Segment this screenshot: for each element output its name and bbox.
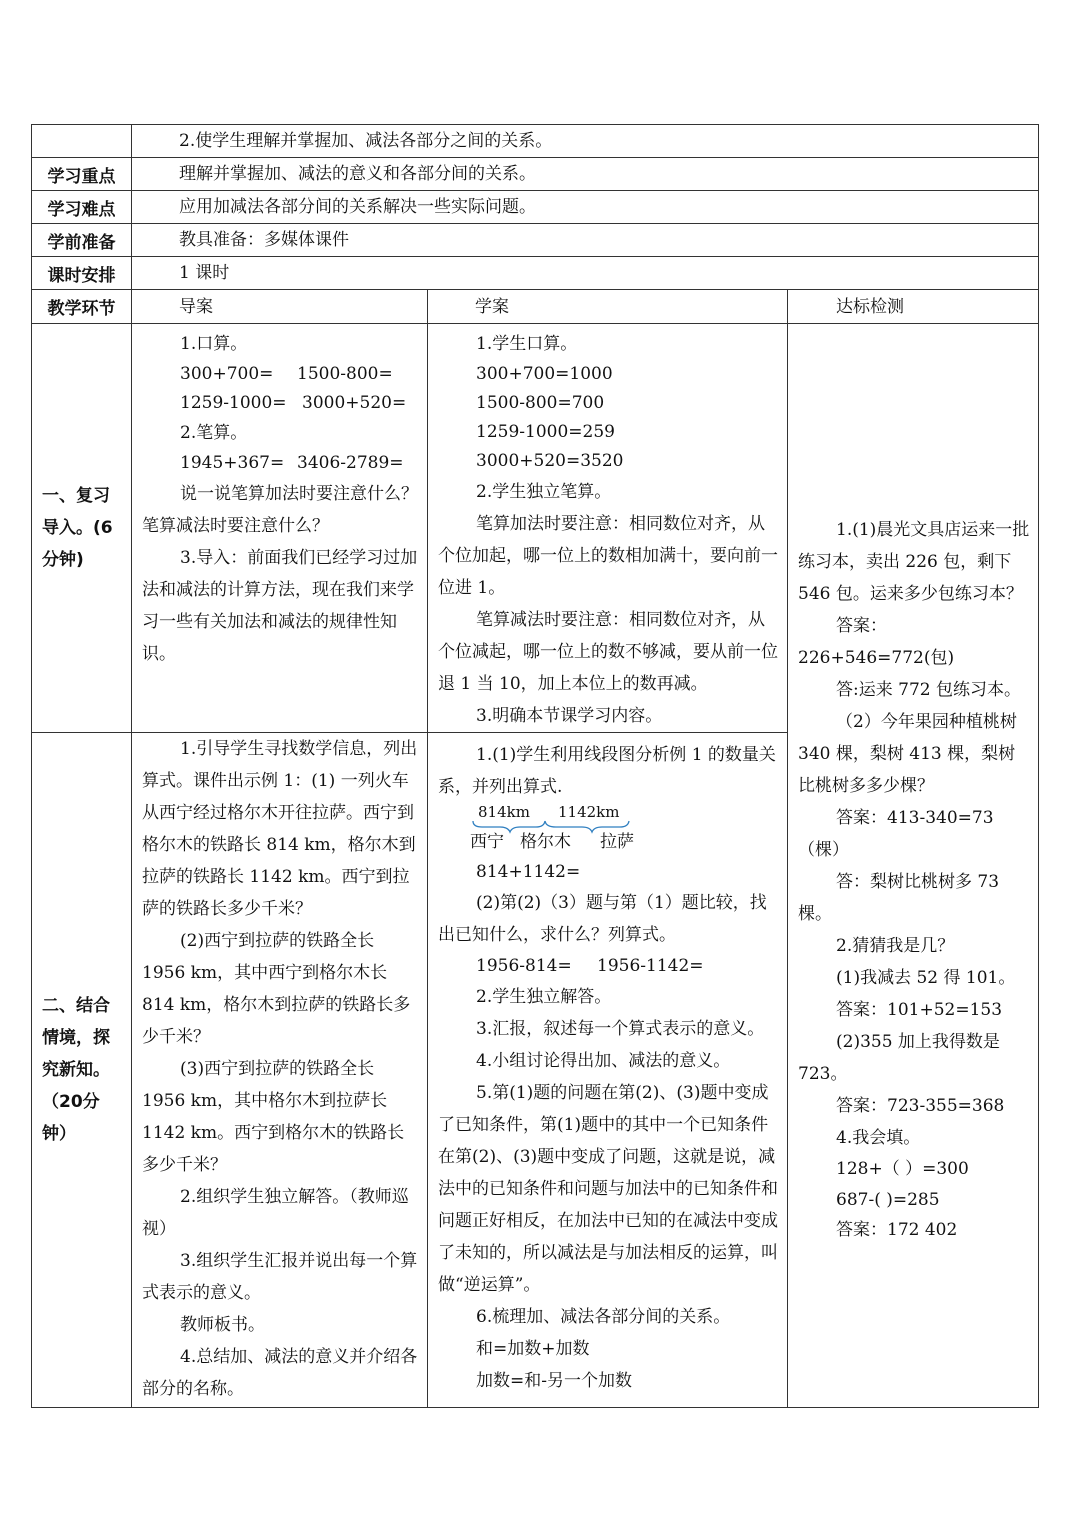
check-a2b: 答：梨树比桃树多 73 棵。 — [798, 872, 1000, 924]
s2-study-p3: 2.学生独立解答。 — [476, 987, 612, 1007]
goal-row-cell — [132, 125, 1039, 158]
check-a3a: 答案：101+52=153 — [836, 1000, 1003, 1020]
check-q4: 4.我会填。 — [836, 1128, 921, 1148]
check-a1: 答案：226+546=772(包) — [798, 616, 955, 668]
s1-study-p3: 笔算加法时要注意：相同数位对齐，从个位加起，哪一位上的数相加满十，要向前一位进 1。 — [438, 514, 778, 598]
section2-guide-cell — [132, 733, 428, 1408]
check-column-header: 达标检测 — [788, 290, 1039, 324]
s2-study-p5: 4.小组讨论得出加、减法的意义。 — [476, 1051, 731, 1071]
schedule-row — [32, 257, 1039, 290]
s2-guide-p5: 3.组织学生汇报并说出每一个算式表示的意义。 — [142, 1251, 418, 1303]
check-q4b: 687-( )=285 — [836, 1190, 940, 1210]
s1-guide-p2: 2.笔算。 — [180, 423, 248, 443]
s1-study-p4: 笔算减法时要注意：相同数位对齐，从个位减起，哪一位上的数不够减，要从前一位退 1 当 10，加上本位上的数再减。 — [438, 610, 778, 694]
focus-label: 学习重点 — [32, 158, 132, 191]
s1-guide-e2b: 3000+520= — [302, 393, 407, 413]
focus-text: 理解并掌握加、减法的意义和各部分间的关系。 — [179, 164, 536, 184]
s2-study-p8: 和=加数+加数 — [476, 1339, 590, 1359]
check-a4: 答案：172 402 — [836, 1220, 958, 1240]
diagram-seg2-label: 1142km — [558, 803, 620, 821]
focus-row — [32, 158, 1039, 191]
lesson-plan-table — [31, 124, 1039, 1408]
check-q1: 1.(1)晨光文具店运来一批练习本，卖出 226 包，剩下 546 包。运来多少包练习本？ — [798, 520, 1030, 604]
s2-study-eq1: 814+1142= — [476, 862, 581, 882]
s1-guide-e3b: 3406-2789= — [297, 453, 404, 473]
section1-study-cell — [428, 324, 788, 733]
s1-guide-p3: 说一说笔算加法时要注意什么？笔算减法时要注意什么？ — [142, 484, 418, 536]
column-header-row — [32, 290, 1039, 324]
difficulty-label: 学习难点 — [32, 191, 132, 224]
check-q3b: (2)355 加上我得数是 723。 — [798, 1032, 1000, 1084]
s1-guide-e1a: 300+700= — [180, 364, 274, 384]
s2-guide-p1: 1.引导学生寻找数学信息，列出算式。课件出示例 1：(1) 一列火车从西宁经过格尔木开往拉萨。西宁到格尔木的铁路长 814 km，格尔木到拉萨的铁路长 1142 km。西宁到拉萨的铁路长多少千米？ — [142, 739, 418, 919]
schedule-text: 1 课时 — [179, 263, 230, 283]
s1-guide-e1b: 1500-800= — [297, 364, 393, 384]
s2-guide-p2: (2)西宁到拉萨的铁路全长 1956 km，其中西宁到格尔木长 814 km，格尔木到拉萨的铁路长多少千米？ — [142, 931, 411, 1047]
prep-row — [32, 224, 1039, 257]
s1-guide-e2a: 1259-1000= — [180, 393, 287, 413]
s2-study-p7: 6.梳理加、减法各部分间的关系。 — [476, 1307, 731, 1327]
diagram-city2: 格尔木 — [520, 832, 571, 852]
diagram-city3: 拉萨 — [600, 832, 634, 852]
s2-study-eq2a: 1956-814= — [476, 956, 572, 976]
s2-study-p2: (2)第(2)（3）题与第（1）题比较，找出已知什么，求什么？列算式。 — [438, 893, 767, 945]
s2-guide-p7: 4.总结加、减法的意义并介绍各部分的名称。 — [142, 1347, 418, 1399]
section1-stage: 一、复习导入。(6分钟) — [32, 324, 132, 733]
section2-stage: 二、结合情境，探究新知。（20分钟） — [32, 733, 132, 1408]
s2-guide-p4: 2.组织学生独立解答。（教师巡视） — [142, 1187, 409, 1239]
s2-guide-p3: (3)西宁到拉萨的铁路全长 1956 km，其中格尔木到拉萨长 1142 km。西宁到格尔木的铁路长多少千米？ — [142, 1059, 405, 1175]
check-q4a: 128+（ ）=300 — [836, 1159, 969, 1179]
diagram-seg1-label: 814km — [478, 803, 530, 821]
s1-study-p2: 2.学生独立笔算。 — [476, 482, 612, 502]
diagram-city1: 西宁 — [470, 832, 504, 852]
check-q3a: (1)我减去 52 得 101。 — [836, 968, 1016, 988]
guide-column-header: 导案 — [132, 290, 428, 324]
check-a3b: 答案：723-355=368 — [836, 1096, 1005, 1116]
s1-study-a3: 1259-1000=259 — [476, 422, 615, 442]
check-q2: （2）今年果园种植桃树 340 棵，梨树 413 棵，梨树比桃树多多少棵？ — [798, 712, 1017, 796]
prep-label: 学前准备 — [32, 224, 132, 257]
s1-guide-e3a: 1945+367= — [180, 453, 285, 473]
check-q3: 2.猜猜我是几？ — [836, 936, 955, 956]
s1-study-p1: 1.学生口算。 — [476, 334, 578, 354]
section1-guide-cell — [132, 324, 428, 733]
s2-study-p4: 3.汇报，叙述每一个算式表示的意义。 — [476, 1019, 765, 1039]
goal-row-label-cell — [32, 125, 132, 158]
s2-study-p6: 5.第(1)题的问题在第(2)、(3)题中变成了已知条件，第(1)题中的其中一个已知条件在第(2)、(3)题中变成了问题，这就是说，减法中的已知条件和问题与加法中的已知条件和问题正好相反，在加法中已知的在减法中变成了未知的，所以减法是与加法相反的运算，叫做“逆运算”。 — [438, 1083, 778, 1295]
s1-study-a2: 1500-800=700 — [476, 393, 605, 413]
s1-guide-p4: 3.导入：前面我们已经学习过加法和减法的计算方法，现在我们来学习一些有关加法和减法的规律性知识。 — [142, 548, 418, 664]
difficulty-row — [32, 191, 1039, 224]
s2-study-p9: 加数=和-另一个加数 — [476, 1371, 632, 1391]
s1-study-a1: 300+700=1000 — [476, 364, 613, 384]
prep-text: 教具准备：多媒体课件 — [179, 230, 349, 250]
s2-guide-p6: 教师板书。 — [180, 1315, 265, 1335]
section1-row — [32, 324, 1039, 733]
line-segment-diagram — [470, 803, 670, 857]
s2-study-p1: 1.(1)学生利用线段图分析例 1 的数量关系，并列出算式. — [438, 745, 776, 797]
s2-study-eq2b: 1956-1142= — [597, 956, 704, 976]
study-column-header: 学案 — [428, 290, 788, 324]
goal-row — [32, 125, 1039, 158]
s1-study-a4: 3000+520=3520 — [476, 451, 624, 471]
check-a1b: 答:运来 772 包练习本。 — [836, 680, 1021, 700]
s1-guide-p1: 1.口算。 — [180, 334, 248, 354]
goal-2-text: 2.使学生理解并掌握加、减法各部分之间的关系。 — [179, 131, 553, 151]
s1-study-p5: 3.明确本节课学习内容。 — [476, 706, 663, 726]
difficulty-text: 应用加减法各部分间的关系解决一些实际问题。 — [179, 197, 536, 217]
stage-column-header: 教学环节 — [32, 290, 132, 324]
section2-study-cell — [428, 733, 788, 1408]
check-a2: 答案：413-340=73（棵） — [798, 808, 994, 860]
schedule-label: 课时安排 — [32, 257, 132, 290]
check-cell — [788, 324, 1039, 1408]
